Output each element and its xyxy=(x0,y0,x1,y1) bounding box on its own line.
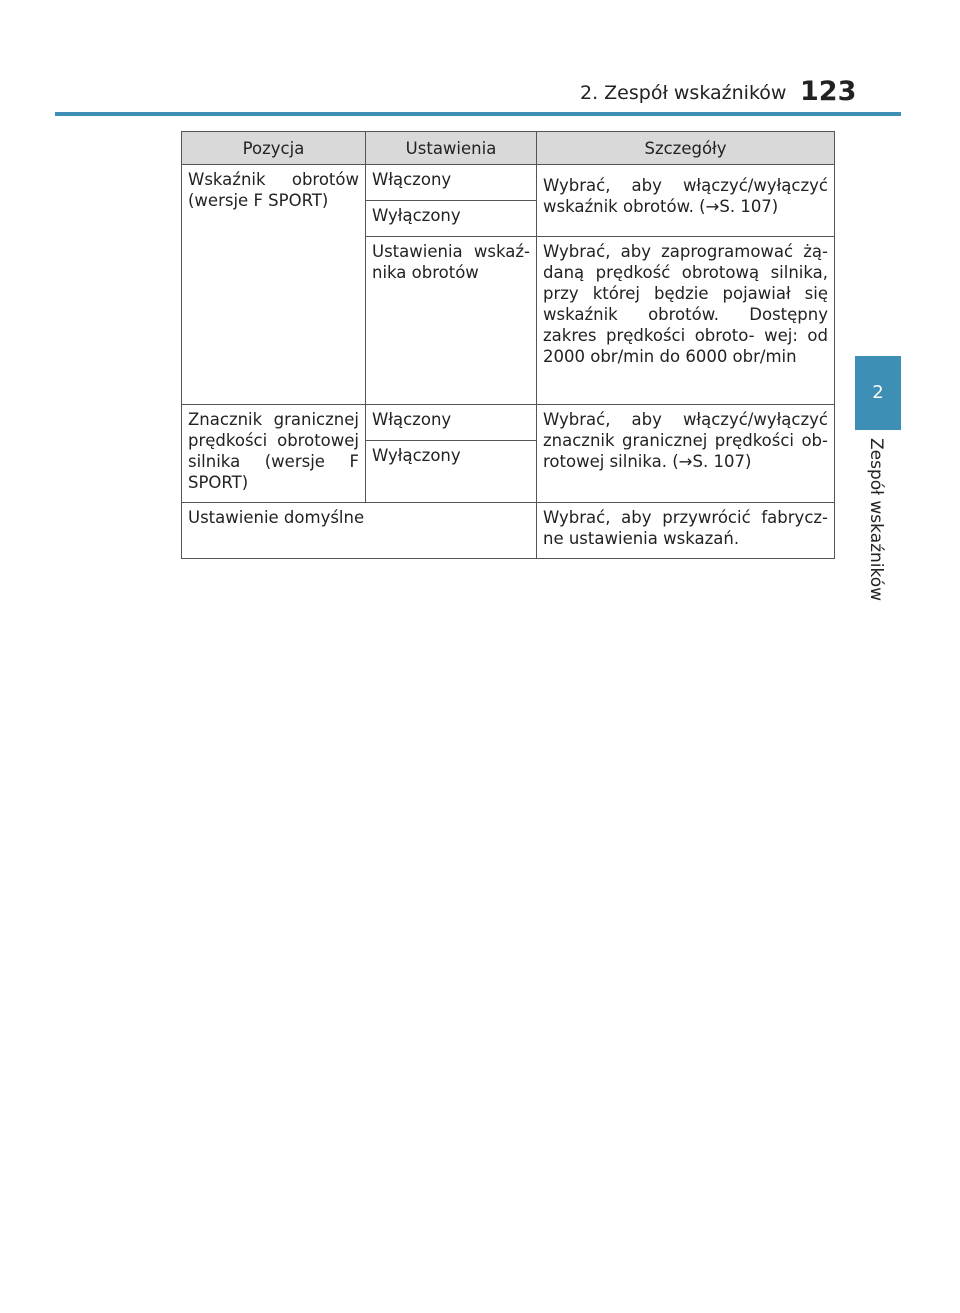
tachometer-settings-details-cell: Wybrać, aby zaprogramować żą- daną prędkość obrotową silnika, przy której będzie pojawiał się wskaźnik obrotów. Dostępny zakres prędkości obroto- wej: od 2000 obr/min do 6000 obr/min xyxy=(537,237,835,405)
settings-table xyxy=(181,131,835,559)
tachometer-on-cell: Włączony xyxy=(366,165,537,201)
page-number: 123 xyxy=(800,76,857,107)
tachometer-off-cell: Wyłączony xyxy=(366,201,537,237)
tachometer-position-cell: Wskaźnik obrotów (wersje F SPORT) xyxy=(182,165,366,405)
table-row xyxy=(182,405,835,441)
redline-on-cell: Włączony xyxy=(366,405,537,441)
column-header-settings: Ustawienia xyxy=(366,132,537,165)
chapter-tab-label: Zespół wskaźników xyxy=(866,438,886,602)
section-title: 2. Zespół wskaźników xyxy=(580,82,787,104)
tachometer-on-off-details-cell: Wybrać, aby włączyć/wyłączyć wskaźnik obrotów. (→S. 107) xyxy=(537,165,835,237)
tachometer-settings-cell: Ustawienia wskaź- nika obrotów xyxy=(366,237,537,405)
redline-position-cell: Znacznik granicznej prędkości obrotowej silnika (wersje F SPORT) xyxy=(182,405,366,503)
chapter-tab xyxy=(855,356,901,430)
default-details-cell: Wybrać, aby przywrócić fabrycz- ne ustawienia wskazań. xyxy=(537,503,835,559)
redline-off-cell: Wyłączony xyxy=(366,441,537,503)
redline-details-cell: Wybrać, aby włączyć/wyłączyć znacznik granicznej prędkości ob- rotowej silnika. (→S. 107) xyxy=(537,405,835,503)
column-header-position: Pozycja xyxy=(182,132,366,165)
table-row xyxy=(182,165,835,201)
default-position-cell: Ustawienie domyślne xyxy=(182,503,537,559)
chapter-tab-number: 2 xyxy=(872,382,884,403)
table-header-row xyxy=(182,132,835,165)
table-row xyxy=(182,503,835,559)
column-header-details: Szczegóły xyxy=(537,132,835,165)
header-rule xyxy=(55,112,901,116)
